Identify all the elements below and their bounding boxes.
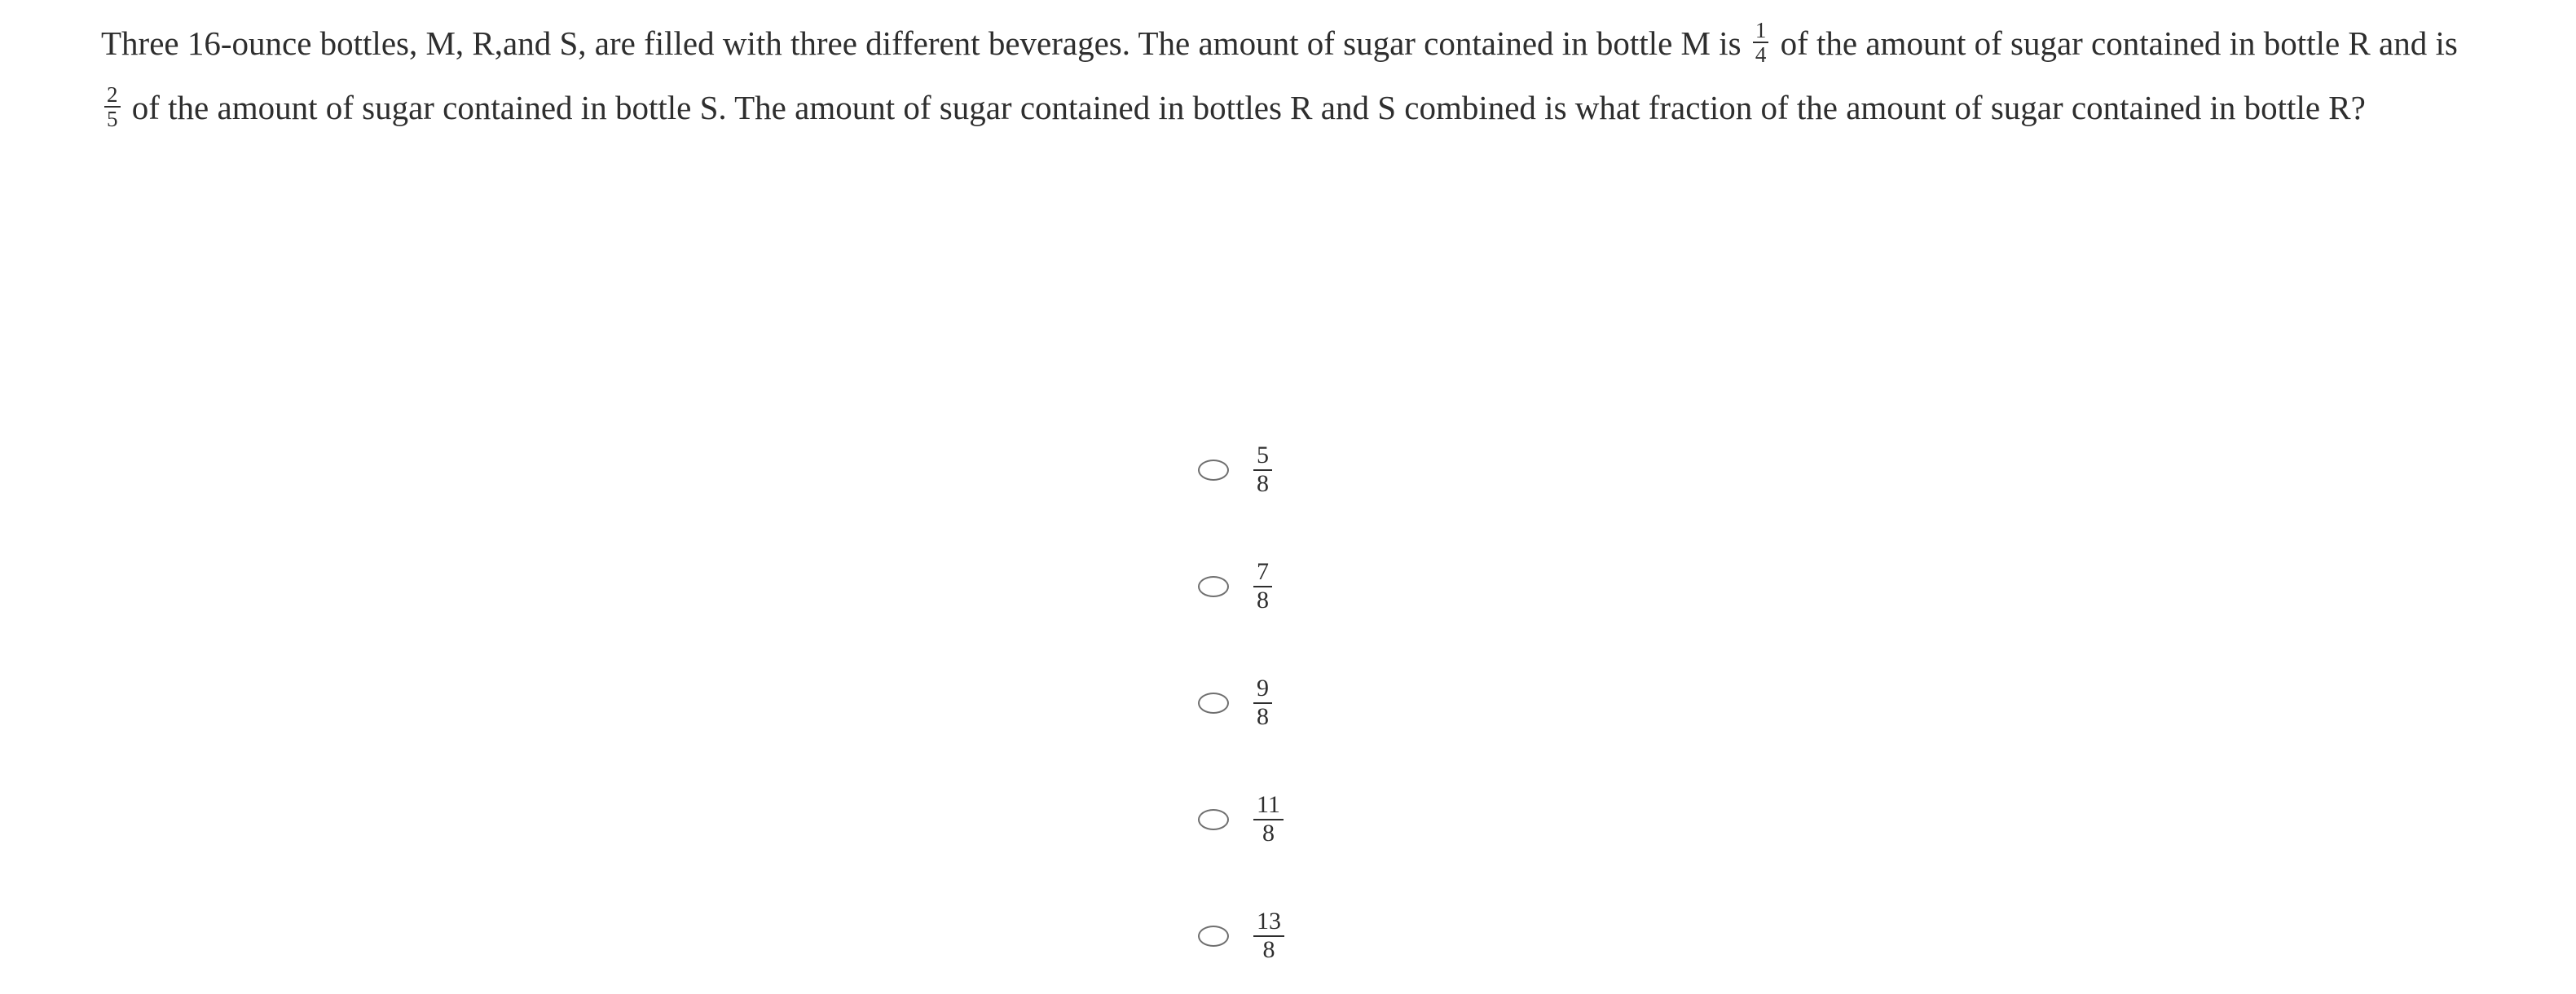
fraction-numerator: 13 [1257,908,1281,935]
radio-button-icon[interactable] [1198,460,1229,481]
answer-choice-a[interactable] [1198,411,1524,528]
radio-button-icon[interactable] [1198,693,1229,714]
fraction-denominator: 8 [1253,469,1272,497]
fraction-denominator: 4 [1753,42,1769,66]
fraction-denominator: 8 [1253,702,1272,730]
answer-choice-d[interactable] [1198,761,1524,877]
fraction-numerator: 2 [107,81,118,107]
answer-choice-c-label [1253,675,1272,730]
fraction-numerator: 9 [1257,675,1269,702]
stem-text-part-1: Three 16-ounce bottles, M, R,and S, are filled with three different beverages. The amount of sugar contained in bottle M is [101,24,1750,62]
fraction-denominator: 8 [1253,819,1284,847]
fraction-numerator: 5 [1257,442,1269,469]
answer-choice-d-label [1253,792,1284,847]
answer-choice-e-label [1253,908,1284,963]
answer-choices-list [1198,411,1524,994]
answer-choice-c[interactable] [1198,644,1524,761]
fraction-denominator: 8 [1253,586,1272,614]
fraction-one-fourth [1753,19,1769,67]
answer-choice-b[interactable] [1198,528,1524,644]
fraction-numerator: 1 [1755,17,1767,42]
fraction-denominator: 5 [104,106,121,130]
answer-choice-b-label [1253,559,1272,614]
answer-choice-a-label [1253,442,1272,497]
radio-button-icon[interactable] [1198,576,1229,597]
stem-text-part-2: of the amount of sugar contained in bottle R and is [1772,24,2467,62]
fraction-numerator: 7 [1257,558,1269,586]
fraction-denominator: 8 [1253,935,1284,963]
answer-choice-e[interactable] [1198,877,1524,994]
fraction-two-fifths [104,83,121,131]
fraction-numerator: 11 [1257,791,1280,819]
stem-text-part-3: of the amount of sugar contained in bottle S. The amount of sugar contained in bottles R and S combined is what fraction of the amount of sugar contained in bottle R? [123,89,2366,126]
radio-button-icon[interactable] [1198,809,1229,830]
radio-button-icon[interactable] [1198,926,1229,947]
question-stem [101,11,2468,140]
